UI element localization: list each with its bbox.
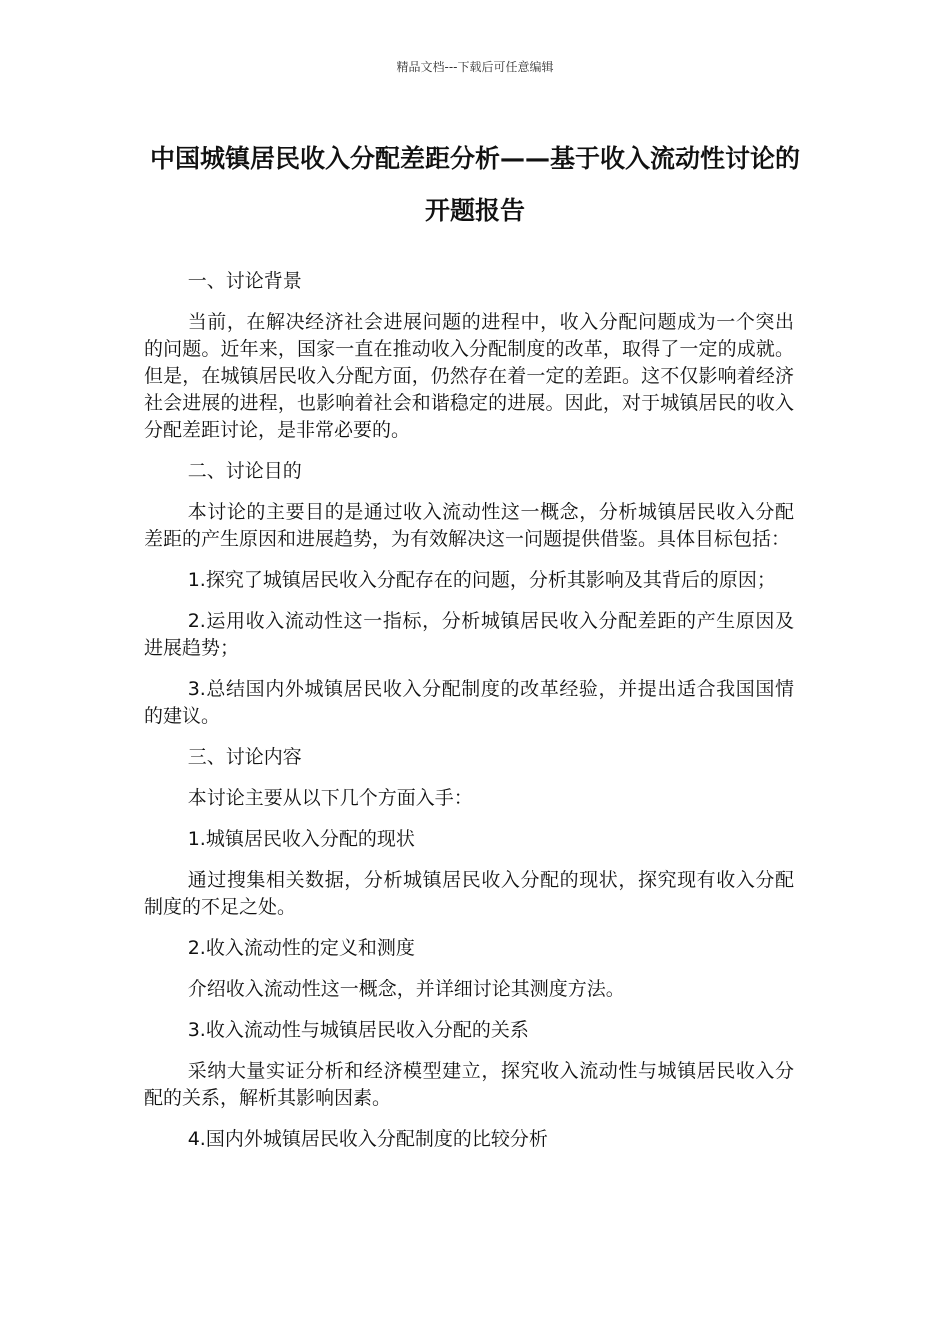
section-heading-purpose: 二、讨论目的 bbox=[187, 460, 302, 482]
paragraph-purpose: 本讨论的主要目的是通过收入流动性这一概念，分析城镇居民收入分配差距的产生原因和进展趋势，为有效解决这一问题提供借鉴。具体目标包括： bbox=[144, 501, 794, 550]
subheading-content-3: 3.收入流动性与城镇居民收入分配的关系 bbox=[187, 1019, 529, 1041]
section-heading-content: 三、讨论内容 bbox=[187, 746, 302, 768]
list-item-goal-3: 3.总结国内外城镇居民收入分配制度的改革经验，并提出适合我国国情的建议。 bbox=[144, 678, 794, 727]
list-item-goal-2: 2.运用收入流动性这一指标，分析城镇居民收入分配差距的产生原因及进展趋势； bbox=[144, 610, 794, 659]
list-item-goal-1: 1.探究了城镇居民收入分配存在的问题，分析其影响及其背后的原因； bbox=[187, 569, 776, 591]
subheading-content-4: 4.国内外城镇居民收入分配制度的比较分析 bbox=[187, 1128, 548, 1150]
paragraph-content-3: 采纳大量实证分析和经济模型建立，探究收入流动性与城镇居民收入分配的关系，解析其影响因素。 bbox=[144, 1060, 794, 1109]
header-note: 精品文档---下载后可任意编辑 bbox=[396, 60, 554, 74]
section-heading-background: 一、讨论背景 bbox=[187, 270, 302, 292]
document-body bbox=[144, 268, 794, 1167]
paragraph-content-1: 通过搜集相关数据，分析城镇居民收入分配的现状，探究现有收入分配制度的不足之处。 bbox=[144, 869, 794, 918]
paragraph-background: 当前，在解决经济社会进展问题的进程中，收入分配问题成为一个突出的问题。近年来，国家一直在推动收入分配制度的改革，取得了一定的成就。但是，在城镇居民收入分配方面，仍然存在着一定的差距。这不仅影响着经济社会进展的进程，也影响着社会和谐稳定的进展。因此，对于城镇居民的收入分配差距讨论，是非常必要的。 bbox=[144, 311, 794, 441]
paragraph-content-intro: 本讨论主要从以下几个方面入手： bbox=[187, 787, 473, 809]
subheading-content-2: 2.收入流动性的定义和测度 bbox=[187, 937, 415, 959]
paragraph-content-2: 介绍收入流动性这一概念，并详细讨论其测度方法。 bbox=[187, 978, 625, 1000]
document-title: 中国城镇居民收入分配差距分析——基于收入流动性讨论的开题报告 bbox=[149, 144, 800, 225]
subheading-content-1: 1.城镇居民收入分配的现状 bbox=[187, 828, 415, 850]
